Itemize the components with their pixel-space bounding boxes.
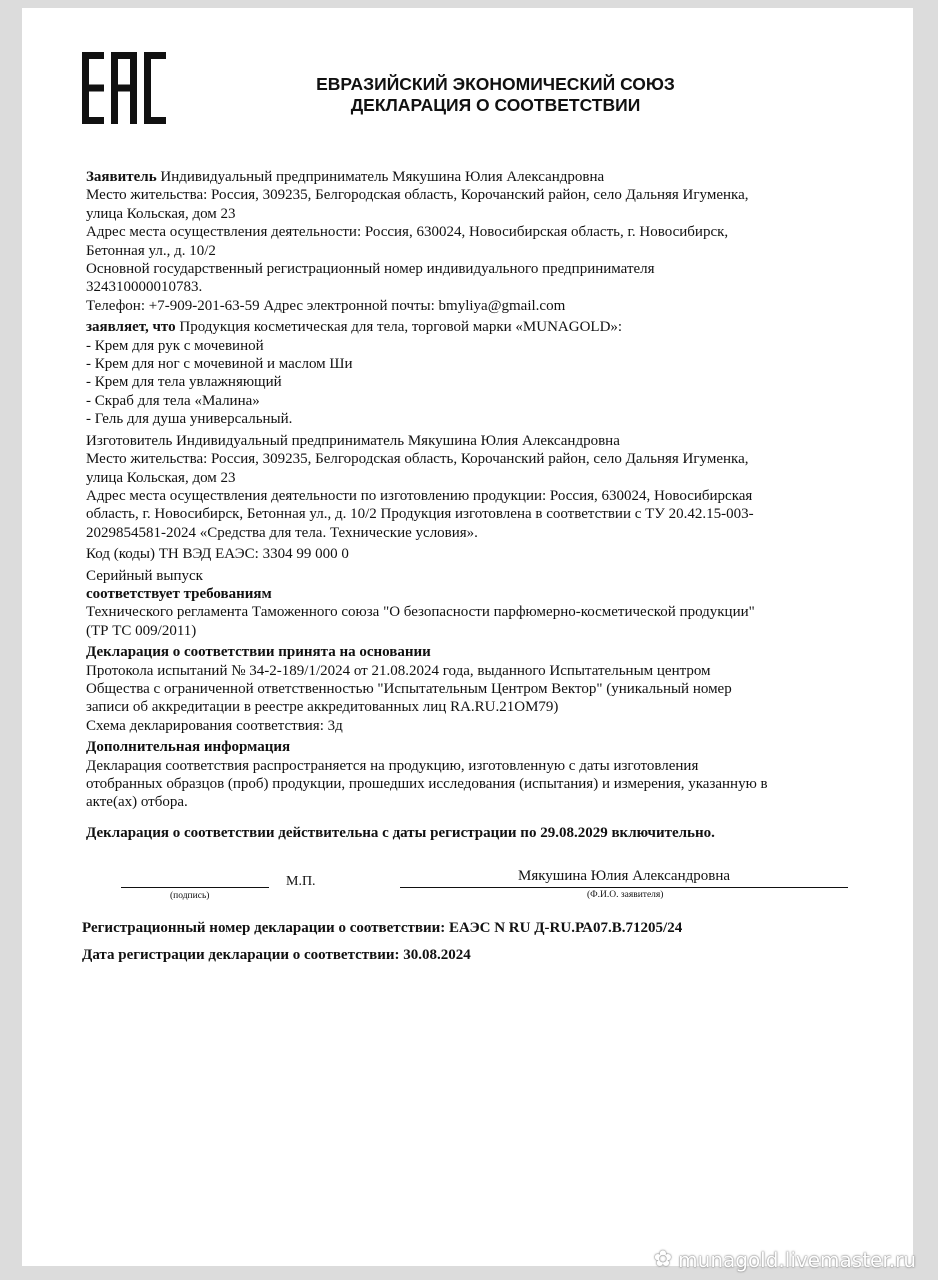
header-union: ЕВРАЗИЙСКИЙ ЭКОНОМИЧЕСКИЙ СОЮЗ xyxy=(316,74,675,94)
signature-block xyxy=(22,870,913,910)
declares-text: Продукция косметическая для тела, торговой марки «MUNAGOLD»: xyxy=(175,319,623,336)
product-item: - Крем для ног с мочевиной и маслом Ши xyxy=(86,356,353,373)
declaration-body xyxy=(86,168,856,842)
signer-name-line xyxy=(400,887,848,888)
declares-line xyxy=(86,318,856,336)
basis-line-3: записи об аккредитации в реестре аккредитованных лиц RA.RU.21OM79) xyxy=(86,699,559,716)
declaration-page xyxy=(22,8,913,1266)
manufacturer-production-1: Адрес места осуществления деятельности по изготовлению продукции: Россия, 630024, Новосибирская xyxy=(86,487,753,504)
declares-label: заявляет, что xyxy=(86,319,176,336)
basis-line-1: Протокола испытаний № 34-2-189/1/2024 от 21.08.2024 года, выданного Испытательным центром xyxy=(86,662,711,679)
applicant-label: Заявитель xyxy=(86,169,157,185)
additional-line-1: Декларация соответствия распространяется на продукцию, изготовленную с даты изготовления xyxy=(86,757,699,774)
eac-logo xyxy=(82,52,166,124)
additional-label: Дополнительная информация xyxy=(86,739,291,756)
applicant-activity-2: Бетонная ул., д. 10/2 xyxy=(86,242,216,259)
gear-flower-icon: ✿ xyxy=(653,1247,673,1272)
applicant-line xyxy=(86,168,856,186)
manufacturer-residence-2: улица Кольская, дом 23 xyxy=(86,469,236,486)
manufacturer-production-3: 2029854581-2024 «Средства для тела. Технические условия». xyxy=(86,524,478,541)
watermark-text: munagold.livemaster.ru xyxy=(678,1247,916,1272)
complies-text-1: Технического регламента Таможенного союза "О безопасности парфюмерно-косметической продукции" xyxy=(86,604,755,621)
document-header xyxy=(187,74,804,116)
watermark xyxy=(654,1247,916,1272)
tnved-code: Код (коды) ТН ВЭД ЕАЭС: 3304 99 000 0 xyxy=(86,546,349,563)
registration-date: Дата регистрации декларации о соответствии: 30.08.2024 xyxy=(82,947,471,963)
signer-name: Мякушина Юлия Александровна xyxy=(517,868,731,884)
stamp-mark: М.П. xyxy=(286,874,316,889)
applicant-residence-1: Место жительства: Россия, 309235, Белгородская область, Корочанский район, село Дальняя Игуменка, xyxy=(86,187,749,204)
applicant-contacts: Телефон: +7-909-201-63-59 Адрес электронной почты: bmyliya@gmail.com xyxy=(86,297,566,314)
signature-caption: (подпись) xyxy=(170,891,210,901)
manufacturer-name: Изготовитель Индивидуальный предприниматель Мякушина Юлия Александровна xyxy=(86,432,620,449)
basis-label: Декларация о соответствии принята на основании xyxy=(86,644,431,661)
product-item: - Скраб для тела «Малина» xyxy=(86,392,260,409)
product-item: - Крем для рук с мочевиной xyxy=(86,337,264,354)
complies-label: соответствует требованиям xyxy=(86,585,272,602)
header-title: ДЕКЛАРАЦИЯ О СООТВЕТСТВИИ xyxy=(350,95,641,115)
basis-scheme: Схема декларирования соответствия: 3д xyxy=(86,717,343,734)
applicant-residence-2: улица Кольская, дом 23 xyxy=(86,205,236,222)
product-item: - Крем для тела увлажняющий xyxy=(86,374,282,391)
validity-statement: Декларация о соответствии действительна с даты регистрации по 29.08.2029 включительно. xyxy=(86,824,715,841)
applicant-activity-1: Адрес места осуществления деятельности: Россия, 630024, Новосибирская область, г. Новосибирск, xyxy=(86,224,729,241)
applicant-name: Индивидуальный предприниматель Мякушина Юлия Александровна xyxy=(156,169,605,185)
serial-release: Серийный выпуск xyxy=(86,567,203,584)
basis-line-2: Общества с ограниченной ответственностью "Испытательным Центром Вектор" (уникальный номер xyxy=(86,680,732,697)
applicant-ogrn-2: 324310000010783. xyxy=(86,279,203,296)
signature-line xyxy=(121,887,269,888)
manufacturer-production-2: область, г. Новосибирск, Бетонная ул., д. 10/2 Продукция изготовлена в соответствии с ТУ 20.42.15-003- xyxy=(86,506,754,523)
signer-caption: (Ф.И.О. заявителя) xyxy=(587,890,664,900)
complies-text-2: (ТР ТС 009/2011) xyxy=(86,622,197,639)
additional-line-2: отобранных образцов (проб) продукции, прошедших исследования (испытания) и измерения, указанную в xyxy=(86,776,768,792)
additional-line-3: акте(ах) отбора. xyxy=(86,794,188,811)
registration-number: Регистрационный номер декларации о соответствии: ЕАЭС N RU Д-RU.РА07.В.71205/24 xyxy=(82,920,683,936)
product-item: - Гель для душа универсальный. xyxy=(86,411,293,428)
applicant-ogrn-1: Основной государственный регистрационный номер индивидуального предпринимателя xyxy=(86,261,655,278)
manufacturer-residence-1: Место жительства: Россия, 309235, Белгородская область, Корочанский район, село Дальняя Игуменка, xyxy=(86,451,749,468)
